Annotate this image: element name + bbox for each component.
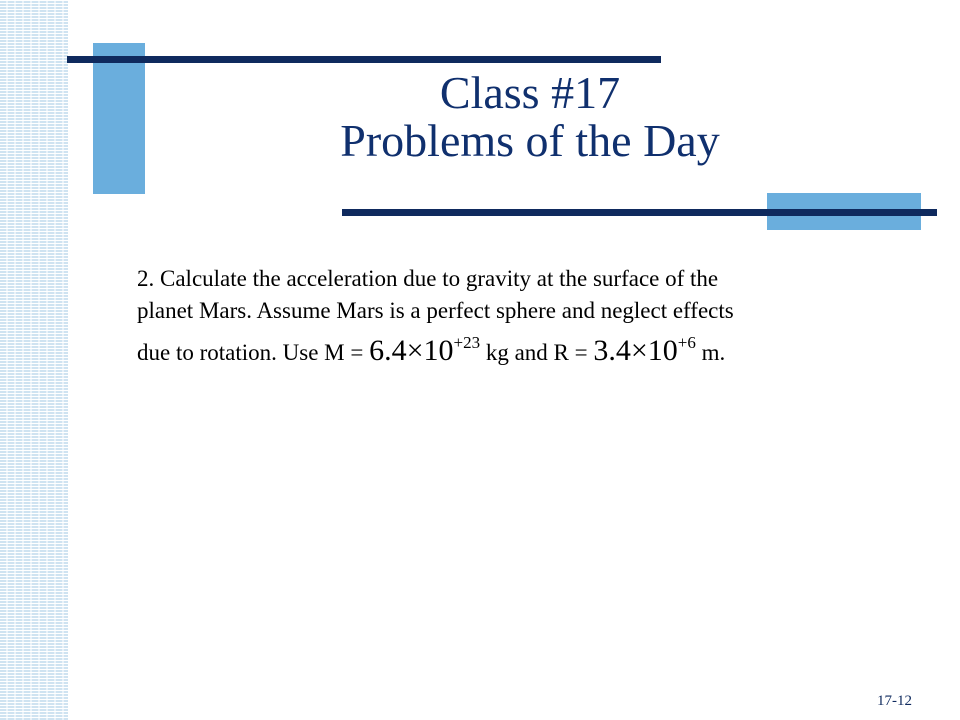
mass-exponent: +23 <box>453 333 481 352</box>
title-rule-bottom <box>342 209 937 216</box>
decorative-stripe-band <box>0 0 68 720</box>
title-line-2: Problems of the Day <box>340 115 720 166</box>
title-rule-top <box>67 56 661 63</box>
problem-line-3-prefix: due to rotation. Use M = <box>137 340 370 365</box>
problem-line-3 <box>137 327 857 369</box>
mass-value: 6.4×10 <box>369 334 454 367</box>
radius-value: 3.4×10 <box>593 334 678 367</box>
problem-line-1: 2. Calculate the acceleration due to gravity at the surface of the <box>137 266 719 291</box>
slide-number: 17-12 <box>877 693 912 709</box>
radius-unit-text: m. <box>695 340 726 365</box>
problem-line-2: planet Mars. Assume Mars is a perfect sphere and neglect effects <box>137 298 734 323</box>
accent-block-left <box>93 43 145 194</box>
slide-title <box>145 67 915 166</box>
mass-unit-text: kg and R = <box>480 340 594 365</box>
radius-exponent: +6 <box>677 333 696 352</box>
title-line-1: Class #17 <box>439 67 621 118</box>
problem-statement <box>137 263 857 369</box>
